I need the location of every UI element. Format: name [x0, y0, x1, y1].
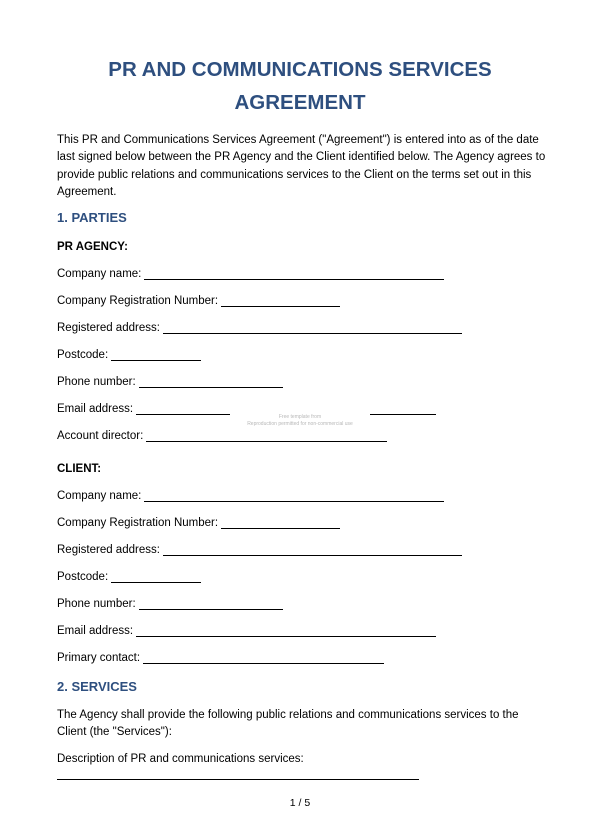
- agency-phone-field: [57, 374, 283, 390]
- client-postcode-field: [57, 569, 201, 585]
- page-number: 1 / 5: [289, 797, 311, 809]
- blank-line[interactable]: [221, 516, 340, 529]
- agency-postcode-field: [57, 347, 201, 363]
- field-label: Company name:: [57, 268, 142, 280]
- intro-paragraph: This PR and Communications Services Agreement ("Agreement") is entered into as of the date last signed below between the PR Agency and the Client identified below. The Agency agrees to provide public relations and communications services to the Client on the terms set out in this Agreement.: [57, 134, 546, 198]
- field-label: Phone number:: [57, 376, 136, 388]
- blank-line[interactable]: [221, 294, 340, 307]
- blank-line[interactable]: [144, 489, 444, 502]
- watermark-line-1: Free template from: [278, 414, 322, 420]
- document-title-line-2: AGREEMENT: [234, 91, 366, 114]
- field-label: Phone number:: [57, 598, 136, 610]
- client-email-field: [57, 623, 436, 639]
- agency-registration-field: [57, 293, 340, 309]
- field-label: Company name:: [57, 490, 142, 502]
- services-description-line[interactable]: [57, 779, 419, 780]
- field-label: Email address:: [57, 625, 134, 637]
- watermark-line-2: Reproduction permitted for non-commercial use: [247, 421, 353, 427]
- field-label: Email address:: [57, 403, 134, 415]
- client-primary-contact-field: [57, 650, 384, 666]
- blank-line[interactable]: [163, 321, 462, 334]
- section-heading-parties: 1. PARTIES: [57, 210, 127, 225]
- field-label: Company Registration Number:: [57, 517, 219, 529]
- blank-line[interactable]: [163, 543, 462, 556]
- field-label: Postcode:: [57, 571, 109, 583]
- blank-line[interactable]: [139, 597, 283, 610]
- field-label: Postcode:: [57, 349, 109, 361]
- field-label: Registered address:: [57, 544, 160, 556]
- services-description-label: Description of PR and communications services:: [57, 753, 304, 765]
- client-company-name-field: [57, 488, 444, 504]
- agency-account-director-field: [57, 428, 387, 444]
- client-registration-field: [57, 515, 340, 531]
- watermark: [230, 413, 370, 429]
- agency-registered-address-field: [57, 320, 462, 336]
- section-heading-services: 2. SERVICES: [57, 679, 137, 694]
- field-label: Account director:: [57, 430, 144, 442]
- client-heading: CLIENT:: [57, 463, 102, 475]
- field-label: Registered address:: [57, 322, 160, 334]
- blank-line[interactable]: [143, 651, 384, 664]
- blank-line[interactable]: [139, 375, 283, 388]
- client-phone-field: [57, 596, 283, 612]
- agency-heading: PR AGENCY:: [57, 241, 128, 253]
- document-title-line-1: PR AND COMMUNICATIONS SERVICES: [108, 58, 492, 81]
- services-paragraph: The Agency shall provide the following public relations and communications services to the Client (the "Services"):: [57, 709, 519, 738]
- blank-line[interactable]: [146, 429, 387, 442]
- client-registered-address-field: [57, 542, 462, 558]
- blank-line[interactable]: [111, 570, 201, 583]
- field-label: Company Registration Number:: [57, 295, 219, 307]
- blank-line[interactable]: [136, 624, 436, 637]
- agency-company-name-field: [57, 266, 444, 282]
- blank-line[interactable]: [144, 267, 444, 280]
- blank-line[interactable]: [111, 348, 201, 361]
- field-label: Primary contact:: [57, 652, 141, 664]
